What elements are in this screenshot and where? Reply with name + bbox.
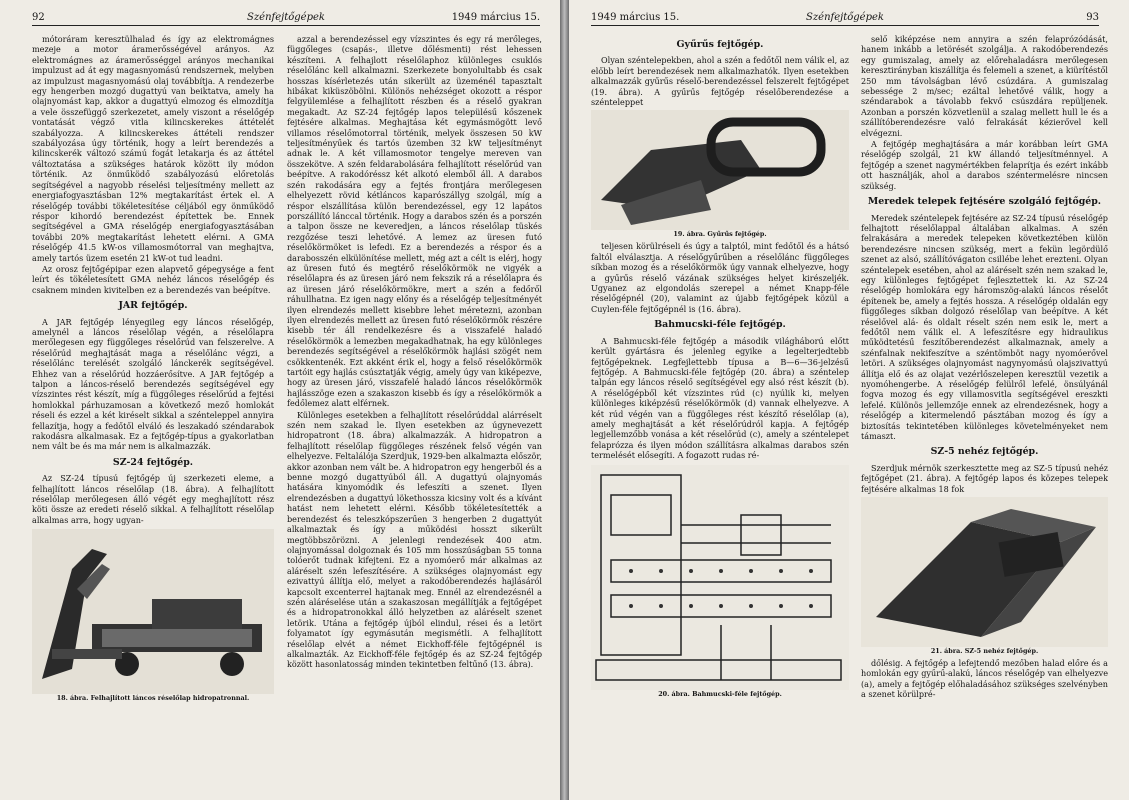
running-title: Szénfejtőgépek [806, 12, 884, 23]
right-page [569, 0, 1129, 800]
paragraph: A Bahmucski-féle fejtőgép a második világháború előtt került gyártásra és jelenleg egyike a legelterjedtebb fejtőgépeknek. Legfejlettebb típusa a B—6—36-jelzésű fejtőgép. A Bahmucski-féle fejtőgép (20. ábra) a széntelep talpán egy láncos réselő segítségével egy alsó rést készít (b). A réselőgépből két vízszintes rúd (c) nyúlik ki, melyen különleges kiképzésű réselőkörmök (d) vannak elhelyezve. A két rúd végén van a függőleges rést készítő réselőlap (a), amely meghajtását a két réselőrúdról kapja. A fejtőgép legjellemzőbb vonása a két réselőrúd (c), amely a széntelepet felaprózza és ilyen módon szállításra alkalmas darabos szén termelését elősegíti. A fogazott rudas ré- [591, 335, 849, 461]
figure-21 [861, 497, 1108, 655]
running-title: Szénfejtőgépek [247, 12, 325, 23]
issue-date: 1949 március 15. [591, 12, 680, 23]
section-heading-bahmucski: Bahmucski-féle fejtőgép. [654, 319, 786, 331]
figure-21-caption: 21. ábra. SZ-5 nehéz fejtőgép. [930, 647, 1039, 656]
paragraph: Az SZ-24 típusú fejtőgép új szerkezeti eleme, a felhajlított láncos réselőlap (18. ábra). A felhajlított réselőlap merőlegesen álló végét egy meghajlított rész köti össze az eredeti réselő sikkal. A felhajlított réselőlap alkalmas arra, hogy ugyan- [32, 473, 274, 525]
figure-19-caption: 19. ábra. Gyűrűs fejtőgép. [673, 230, 767, 239]
paragraph: Az orosz fejtőgépipar ezen alapvető gépegysége a fent leírt és tökéletesített GMA nehéz láncos réselőgép és csaknem minden kivitelben ez a berendezés van beépítve. [32, 263, 274, 295]
paragraph: mótoráram keresztülhalad és így az elektromágnes mezeje a motor áramerősségével arányos. Az elektromágnes az áramerősséggel arányos mechanikai impulzust ad át egy magasnyomású rendszernek, melyben az impulzust magasnyomású olaj továbbítja. A rendezerbe egy hengerben mozgó dugattyú van beiktatva, amely ha olajnyomást kap, akkor a dugattyú elmozog és elmozdítja a vele összefüggő szerkezetet, amely viszont a réselőgép vontatását végző vitla kilincskerekes áttételét szabályozza. A kilincskerekes áttételi rendszer szabályozása úgy történik, hogy a leírt berendezés a kilincskerék változó számú fogát letakarja és az áttétel változtatása a szükséges határok között ily módon történik. Az önműködő szabályozású előretolás segítségével a nagyobb réselési teljesítmény mellett az energiafogyasztásban 12% megtakarítást értek el. A réselőgép további tökéletesítése céljából egy önműködő réspor kihordó berendezést építettek be. Ennek segítségével a GMA réselőgép energiafogyasztásában további 20% megtakarítást lehetett elérni. A GMA réselőgép 41.5 kW-os villamosmótorral van meghajtva, amely tartós üzem esetén 21 kW-ot tud leadni. [32, 34, 274, 263]
paragraph: Különleges esetekben a felhajlított réselőrúddal alárréselt szén nem szakad le. Ilyen esetekben az úgynevezett hidropatront (18. ábra) alkalmazzák. A hidropatron a felhajlított réselőlap függőleges részének felső végén van elhelyezve. Feltalálója Szerdjuk, 1929-ben alkalmazta először, akkor azonban nem vált be. A hidropatron egy hengerből és a benne mozgó dugattyúból áll. A dugattyú olajnyomás hatására kinyomódik és lefeszíti a szenet. Ilyen elrendezésben a dugattyú lökethossza kicsiny volt és a kívánt hatást nem lehetett elérni. Később tökéletesítették a berendezést és teleszkópszerűen 3 hengerben 2 dugattyút alkalmaztak és így a működési hosszt sikerült megtöbbszörözni. A jelenlegi rendezések 400 atm. olajnyomással dolgoznak és 105 mm hosszúságban 55 tonna tolóerőt tudnak kifejteni. Ez a nyomóerő már alkalmas az aláréselt szén lefeszítésére. A szükséges olajnyomást egy ezivattyú állítja elő, melyet a rakodóberendezés hajlásáról kapcsolt excenterrel hajtanak meg. Ennél az elrendezésnél a szén aláréselése után a szakaszosan megállítják a fejtőgépet és a hidropatronokkal álló helyzetben az aláréselt szenet letörik. Utána a fejtőgép újból elindul, rései és a letört folyamatot így egymásután megismétli. A felhajlított réselőlap elvét a német Eickhoff-féle fejtőgépnél is alkalmazták. Az Eickhoff-féle fejtőgép és az SZ-24 fejtőgép között hasonlatosság minden tekintetben feltűnő (13. ábra). [287, 409, 542, 670]
paragraph: dőlésig. A fejtőgép a lefejtendő mezőben halad előre és a homlokán egy gyűrű-alakú, láncos réselőgép van elhelyezve (a), amely a fejtőgép előhaladásához szükséges szelvényben a szenet körülpré- [861, 658, 1108, 700]
paragraph: Szerdjuk mérnök szerkesztette meg az SZ-5 típusú nehéz fejtőgépet (21. ábra). A fejtőgép lapos és közepes telepek fejtésére alkalmas 18 fok [861, 462, 1108, 494]
left-page-column-1 [32, 34, 274, 794]
paragraph: Olyan széntelepekben, ahol a szén a fedőtől nem válik el, az előbb leírt berendezések nem alkalmazhatók. Ilyen esetekben alkalmazzák gyűrűs réselő-berendezéssel felszerelt fejtőgépet (19. ábra). A gyűrűs fejtőgép réselőberendezése a szénteleppet [591, 55, 849, 108]
left-page [0, 0, 560, 800]
section-heading-sz24: SZ-24 fejtőgép. [112, 456, 194, 468]
paragraph: teljesen körülréseli és úgy a talptól, mint fedőtől és a hátsó faltól elválasztja. A réselőgyűrűben a réselőlánc függőleges síkban mozog és a réselőkörmök úgy vannak elhelyezve, hogy a gyűrűs réselő vázának szükséges helyet kirészeljék. Ugyanez az elgondolás szerepel a német Knapp-féle réselőgépnél (20), valamint az újabb fejtőgépek közül a Cuylen-féle fejtőgépnél is (16. ábra). [591, 241, 849, 314]
right-page-column-1 [591, 34, 849, 794]
section-heading-gyurus: Gyűrűs fejtőgép. [676, 39, 764, 50]
figure-18-caption: 18. ábra. Felhajlított láncos réselőlap hidropatronnal. [56, 694, 250, 703]
paragraph: Meredek széntelepek fejtésére az SZ-24 típusú réselőgép felhajtott réselőlappal általában alkalmas. A szén felrakására a meredek telepeken következtében külön berendezésre nincsen szükség, mert a fekün legördülő szenet az alsó, szállítóvágaton csillébe lehet erezteni. Olyan széntelepek esetében, ahol az aláréselt szén nem szakad le, egy különleges fejtőgépet fejlesztettek ki. Az SZ-24 réselőgép homlokára egy háromszög-alakú láncos réselőt építenek be, amely a fejtés hossza. A réselőgép oldalán egy függőleges síkban dolgozó réselőlap van beépítve. A két réselővel alá- és oldalt réselt szén nem esik le, mert a fedőtől nem válik el. A lefeszítésre egy hidraulikus működtetésű feszítőberendezést alkalmaznak, amely a szénfalnak nekifeszítve a széntömböt nagy nyomóerővel letöri. A szükséges olajnyomást nagynyomású olajszivattyú állítja elő és az olajat vezérlőszelepen keresztül vezetik a nyomóhengerbe. A réselőgép felülről lefelé, önsúlyánál fogva mozog és egy villamosvitla segítségével ereszkti lefelé. Különös jellemzője ennek az elrendezésnek, hogy a réselőgép a kitermelendő pásztában mozog és így a biztosítás tekintetében különleges követelményeket nem támaszt. [861, 212, 1108, 442]
issue-date: 1949 március 15. [451, 12, 540, 23]
section-heading-meredek: Meredek telepek fejtésére szolgáló fejtőgép. [867, 196, 1102, 208]
left-page-column-2 [287, 34, 542, 794]
left-page-header [32, 12, 540, 26]
page-number: 93 [1086, 12, 1099, 23]
paragraph: azzal a berendezéssel egy vízszintes és egy rá merőleges, függőleges (csapás-, illetve dőlésmenti) rést lehessen készíteni. A felhajlott réselőlaphoz különleges csuklós réselőlánc kell alkalmazni. Szerkezete bonyolultabb és csak hosszas kísérletezés után sikerült az üzeménél tapasztalt hibákat kiküszöbölni. Különös nehézséget okozott a réspor felgyülemlése a felhajlított részben és a réselő gyakran megakadt. Az SZ-24 fejtőgép lapos településű kőszenek fejtésére alkalmas. Meghajtása két egymásmögött levő villamos réselőmotorral történik, melyek összesen 50 kW teljesítményűek és tartós üzemben 32 kW teljesítményt adnak le. A két villamosmotor tengelye mereven van összekötve. A szén feldarabolására felhajlított réselőrúd van beépítve. A rakodóréssz két alkotó elemből áll. A darabos szén rakodására egy a fejtés frontjára merőlegesen elhelyezett rövid kétláncos kaparószállyg szolgál, míg a réspor elszállítása külön berendezéssel, egy 12 lapátos porszállító lánccal történik. Hogy a darabos szén és a porszén a talpon össze ne keveredjen, a láncos réselőlap tüskés rezgőzése teszi lehetővé. A lemez az üresen futó réselőkörmöket is lefedi. Ez a berendezés a réspor és a darabosszén elkülönítése mellett, még azt a célt is elérj, hogy az üresen futó és megtérő réselőkörmök ne vigyék a réselőlapra és az üresen járó nem fekszik rá a réselőlapra és az üresen járó réselőkörmökre, mert a szén a fedőről ráhullhatna. Ez igen nagy előny és a réselőgép teljesítményét ilyen elrendezés mellett kisebbre lehet méretezni, azonban ilyen elrendezés mellett az üresen futó réselőkörmök részére kisebb tér áll rendelkezésre és a visszafelé haladó réselőkörmök a lemezben megakadhatnak, ha egy különleges berendezés segítségével a réselőkörmök hajlási szögét nem csökkentenék. Ezt akként érik el, hogy a felső réselőkörmök tartóit egy hajlás csúsztatják végig, amely úgy van kiképezve, hogy az üresen járó, visszafelé haladó láncos réselőkörmök hajlásszöge ezen a szakaszon kisebb és így a réselőkörmök a fedőlemez alatt elférnek. [287, 34, 542, 409]
figure-19 [591, 110, 849, 238]
figure-20-caption: 20. ábra. Bahmucski-féle fejtőgép. [658, 689, 782, 698]
paragraph: selő kiképzése nem annyira a szén felaprózódását, hanem inkább a letörését szolgálja. A rakodóberendezés egy gumiszalag, amely az előrehaladásra merőlegesen keresztirányban kiszállítja és felemeli a szenet, a kiürítéstől 250 mm távolságban lévő csúzdára. A gumiszalag sebessége 2 m/sec; ezáltal lehetővé válik, hogy a széndarabok a távolabb fekvő csúszdára repüljenek. Azonban a porszén közvetlenül a szalag mellett hull le és a szállítóberendezésre való felrakását kézierővel kell elvégezni. [861, 34, 1108, 138]
paragraph: A JAR fejtőgép lényegileg egy láncos réselőgép, amelynél a láncos réselőlap végén, a réselőlapra merőlegesen egy függőleges réselőrúd van felszerelve. A réselőrúd meghajtását maga a réselőlánc végzi, a réselőlánc terelését szolgáló lánckerék segítségével. Ehhez van a réselőrúd hozzáerősítve. A JAR fejtőgép a talpon a láncos-réselő berendezés segítségével egy vízszintes rést készít, míg a függőleges réselőrúd a fejtési homlokkal párhuzamosan a következő mező homlokát réseli és ezzel a két kiréselt sikkal a szénteleppel annyira fellazítja, hogy a fedőtől elváló és leszakadó széndarabok rakodásra alkalmasak. Ez a fejtőgép-típus a gyakorlatban nem vált be és ma már nem is alkalmazzák. [32, 316, 274, 452]
page-number: 92 [32, 12, 45, 23]
right-page-header [591, 12, 1099, 26]
section-heading-jar: JAR fejtőgép. [118, 300, 188, 312]
right-page-column-2 [861, 34, 1108, 794]
figure-20 [591, 465, 849, 698]
figure-18-drawing [32, 529, 274, 694]
section-heading-sz5: SZ-5 nehéz fejtőgép. [930, 446, 1039, 458]
figure-20-drawing [591, 465, 849, 690]
paragraph: A fejtőgép meghajtására a már korábban leírt GMA réselőgép szolgál, 21 kW állandó teljesítménnyel. A fejtőgép a szenet nagymértékben felaprítja és ezért inkább ott használják, ahol a darabos széntermelésre nincsen szükség. [861, 139, 1108, 191]
book-gutter [560, 0, 569, 800]
figure-21-drawing [861, 497, 1108, 647]
figure-18 [32, 529, 274, 702]
figure-19-drawing [591, 110, 849, 230]
